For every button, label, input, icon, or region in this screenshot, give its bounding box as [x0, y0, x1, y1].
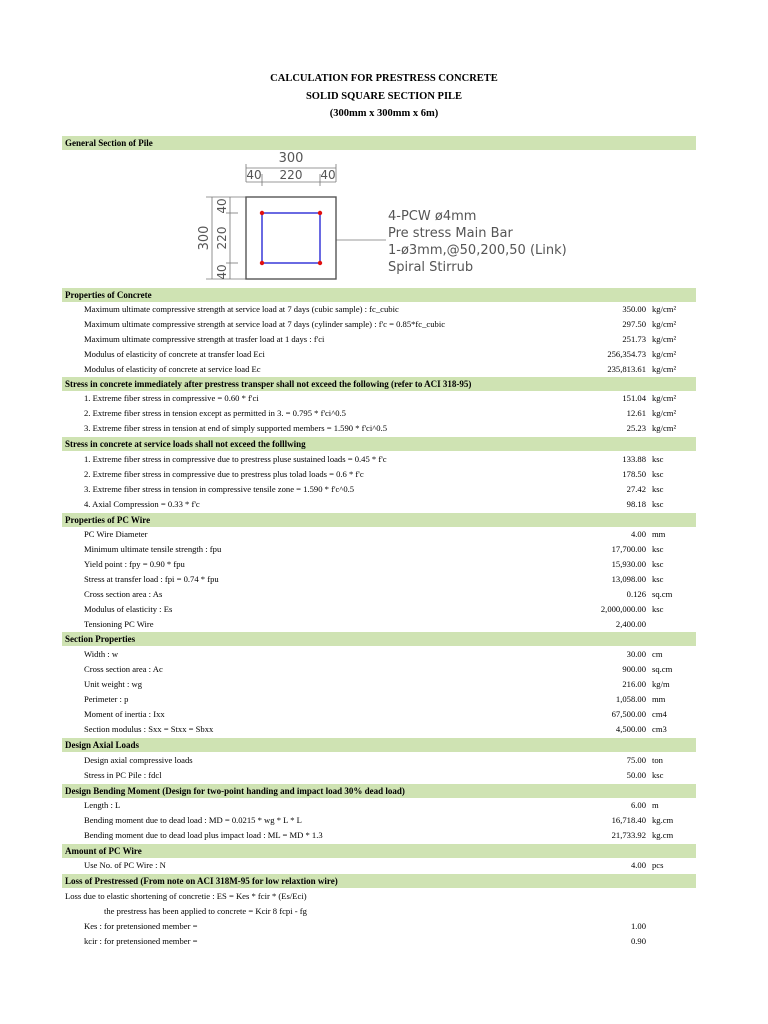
table-row [62, 406, 696, 421]
table-row [62, 828, 696, 843]
row-label: Maximum ultimate compressive strength at trasfer load at 1 days : f'ci [84, 334, 325, 344]
row-value: 67,500.00 [611, 709, 646, 719]
row-unit: ksc [652, 484, 664, 494]
row-value: 900.00 [622, 664, 646, 674]
pile-section-drawing [0, 150, 768, 290]
table-row [62, 934, 696, 949]
row-label: Maximum ultimate compressive strength at service load at 7 days (cubic sample) : fc_cubic [84, 304, 399, 314]
row-unit: kg/cm² [652, 349, 677, 359]
row-unit: cm4 [652, 709, 667, 719]
row-unit: ksc [652, 559, 664, 569]
row-value: 12.61 [626, 408, 646, 418]
dim-total-left: 300 [197, 225, 212, 251]
row-unit: ksc [652, 604, 664, 614]
row-value: 6.00 [630, 800, 646, 810]
row-value: 256,354.73 [607, 349, 646, 359]
row-value: 15,930.00 [611, 559, 646, 569]
title-line-1: CALCULATION FOR PRESTRESS CONCRETE [270, 73, 498, 84]
row-unit: ksc [652, 469, 664, 479]
dim-total-top: 300 [278, 151, 304, 166]
table-row [62, 421, 696, 436]
table-row [62, 768, 696, 783]
pc-wire-3 [260, 261, 264, 265]
row-value: 178.50 [622, 469, 646, 479]
row-value: 0.90 [630, 936, 646, 946]
row-value: 151.04 [622, 393, 646, 403]
row-unit: kg.cm [652, 830, 674, 840]
row-label: Loss due to elastic shortening of concretie : ES = Kes * fcir * (Es/Eci) [65, 891, 307, 901]
row-label: 1. Extreme fiber stress in compressive due to prestress pluse sustained loads = 0.45 * f'c [84, 454, 387, 464]
table-row [62, 722, 696, 737]
row-value: 50.00 [626, 770, 646, 780]
row-value: 4.00 [630, 860, 646, 870]
row-label: PC Wire Diameter [84, 529, 148, 539]
row-label: Bending moment due to dead load : MD = 0.0215 * wg * L * L [84, 815, 302, 825]
table-row [62, 858, 696, 873]
row-value: 16,718.40 [611, 815, 646, 825]
row-value: 297.50 [622, 319, 646, 329]
row-label: the prestress has been applied to concrete = Kcir 8 fcpi - fg [104, 906, 307, 916]
row-value: 25.23 [626, 423, 646, 433]
table-row [62, 753, 696, 768]
row-unit: kg/cm² [652, 304, 677, 314]
row-unit: kg/cm² [652, 364, 677, 374]
row-label: 3. Extreme fiber stress in tension at end of simply supported members = 1.590 * f'ci^0.5 [84, 423, 388, 433]
row-unit: ksc [652, 544, 664, 554]
row-unit: kg/cm² [652, 408, 677, 418]
section-transfer-stress: Stress in concrete immediately after prestress transper shall not exceed the following (refer to ACI 318-95) [62, 377, 696, 391]
row-label: 2. Extreme fiber stress in compressive due to prestress plus tolad loads = 0.6 * f'c [84, 469, 364, 479]
table-row [62, 497, 696, 512]
table-row [62, 587, 696, 602]
row-label: Modulus of elasticity of concrete at transfer load Eci [84, 349, 265, 359]
row-label: Modulus of elasticity of concrete at service load Ec [84, 364, 261, 374]
dim-top-left: 40 [246, 168, 262, 182]
row-value: 13,098.00 [611, 574, 646, 584]
pc-wire-4 [318, 261, 322, 265]
row-label: Bending moment due to dead load plus impact load : ML = MD * 1.3 [84, 830, 323, 840]
row-unit: m [652, 800, 659, 810]
dim-top-mid: 220 [279, 168, 303, 182]
dim-left-bot: 40 [215, 264, 229, 280]
row-unit: pcs [652, 860, 664, 870]
section-pc-wire: Properties of PC Wire [62, 513, 696, 527]
row-label: 4. Axial Compression = 0.33 * f'c [84, 499, 200, 509]
row-value: 235,813.61 [607, 364, 646, 374]
section-general: General Section of Pile [62, 136, 696, 150]
row-label: Maximum ultimate compressive strength at service load at 7 days (cylinder sample) : f'c = 0.85*fc_cubic [84, 319, 446, 329]
table-row [62, 602, 696, 617]
row-value: 1,058.00 [615, 694, 646, 704]
row-label: Minimum ultimate tensile strength : fpu [84, 544, 222, 554]
row-value: 350.00 [622, 304, 646, 314]
row-label: Unit weight : wg [84, 679, 143, 689]
table-row [62, 302, 696, 317]
row-unit: ksc [652, 454, 664, 464]
row-value: 4.00 [630, 529, 646, 539]
pile-outline [246, 197, 336, 279]
table-row [62, 332, 696, 347]
table-row [62, 452, 696, 467]
section-service-stress: Stress in concrete at service loads shall not exceed the folllwing [62, 437, 696, 451]
row-unit: kg/m [652, 679, 670, 689]
table-row [62, 572, 696, 587]
row-unit: ton [652, 755, 663, 765]
row-unit: ksc [652, 499, 664, 509]
row-unit: mm [652, 529, 666, 539]
row-unit: sq.cm [652, 589, 673, 599]
row-unit: kg/cm² [652, 393, 677, 403]
table-row [62, 798, 696, 813]
table-row [62, 557, 696, 572]
row-unit: cm [652, 649, 663, 659]
row-value: 21,733.92 [611, 830, 646, 840]
section-section-properties: Section Properties [62, 632, 696, 646]
section-concrete: Properties of Concrete [62, 288, 696, 302]
row-label: Perimeter : p [84, 694, 129, 704]
row-label: Tensioning PC Wire [84, 619, 154, 629]
row-unit: mm [652, 694, 666, 704]
table-row [62, 677, 696, 692]
title-line-2: SOLID SQUARE SECTION PILE [305, 91, 463, 102]
table-row [62, 813, 696, 828]
row-label: Kes : for pretensioned member = [84, 921, 198, 931]
row-label: Yield point : fpy = 0.90 * fpu [84, 559, 185, 569]
table-row [62, 362, 696, 377]
row-value: 75.00 [626, 755, 646, 765]
row-value: 133.88 [622, 454, 646, 464]
row-label: 2. Extreme fiber stress in tension except as permitted in 3. = 0.795 * f'ci^0.5 [84, 408, 346, 418]
table-row [62, 904, 696, 919]
row-label: Modulus of elasticity : Es [84, 604, 173, 614]
row-value: 4,500.00 [615, 724, 646, 734]
table-row [62, 617, 696, 632]
table-row [62, 647, 696, 662]
row-unit: cm3 [652, 724, 667, 734]
row-value: 30.00 [626, 649, 646, 659]
row-value: 2,400.00 [615, 619, 646, 629]
dim-top-right: 40 [320, 168, 336, 182]
table-row [62, 919, 696, 934]
row-label: Moment of inertia : Ixx [84, 709, 165, 719]
row-label: Length : L [84, 800, 121, 810]
row-unit: kg/cm² [652, 334, 677, 344]
note-stirrup: Spiral Stirrub [388, 260, 474, 275]
row-value: 17,700.00 [611, 544, 646, 554]
row-label: Cross section area : As [84, 589, 163, 599]
row-label: Section modulus : Sxx = Stxx = Sbxx [84, 724, 214, 734]
table-row [62, 347, 696, 362]
table-row [62, 889, 696, 904]
row-unit: kg/cm² [652, 319, 677, 329]
table-row [62, 527, 696, 542]
dim-left-top: 40 [215, 198, 229, 214]
dim-left-mid: 220 [215, 226, 229, 250]
table-row [62, 467, 696, 482]
pc-wire-1 [260, 211, 264, 215]
row-label: Cross section area : Ac [84, 664, 163, 674]
row-label: Stress in PC Pile : fdcl [84, 770, 162, 780]
row-unit: kg.cm [652, 815, 674, 825]
section-loss-prestressed: Loss of Prestressed (From note on ACI 318M-95 for low relaxtion wire) [62, 874, 696, 888]
row-value: 216.00 [622, 679, 646, 689]
table-row [62, 707, 696, 722]
row-unit: kg/cm² [652, 423, 677, 433]
table-row [62, 662, 696, 677]
table-row [62, 482, 696, 497]
row-label: kcir : for pretensioned member = [84, 936, 198, 946]
note-link: 1-ø3mm,@50,200,50 (Link) [388, 243, 567, 258]
row-label: 1. Extreme fiber stress in compressive = 0.60 * f'ci [84, 393, 259, 403]
title-line-3: (300mm x 300mm x 6m) [329, 108, 439, 119]
row-label: 3. Extreme fiber stress in tension in compressive tensile zone = 1.590 * f'c^0.5 [84, 484, 355, 494]
row-unit: ksc [652, 574, 664, 584]
table-row [62, 542, 696, 557]
row-label: Use No. of PC Wire : N [84, 860, 166, 870]
row-label: Width : w [84, 649, 119, 659]
row-unit: ksc [652, 770, 664, 780]
row-value: 1.00 [630, 921, 646, 931]
note-main-bar-desc: Pre stress Main Bar [388, 226, 513, 241]
row-value: 98.18 [626, 499, 646, 509]
row-label: Stress at transfer load : fpi = 0.74 * fpu [84, 574, 219, 584]
table-row [62, 692, 696, 707]
row-value: 0.126 [626, 589, 646, 599]
row-label: Design axial compressive loads [84, 755, 193, 765]
row-value: 251.73 [622, 334, 646, 344]
row-value: 2,000,000.00 [600, 604, 646, 614]
row-unit: sq.cm [652, 664, 673, 674]
section-bending-moment: Design Bending Moment (Design for two-point handing and impact load 30% dead load) [62, 784, 696, 798]
section-axial-loads: Design Axial Loads [62, 738, 696, 752]
table-row [62, 391, 696, 406]
note-main-bar: 4-PCW ø4mm [388, 209, 477, 224]
section-amount-pc-wire: Amount of PC Wire [62, 844, 696, 858]
pc-wire-2 [318, 211, 322, 215]
row-value: 27.42 [626, 484, 646, 494]
table-row [62, 317, 696, 332]
